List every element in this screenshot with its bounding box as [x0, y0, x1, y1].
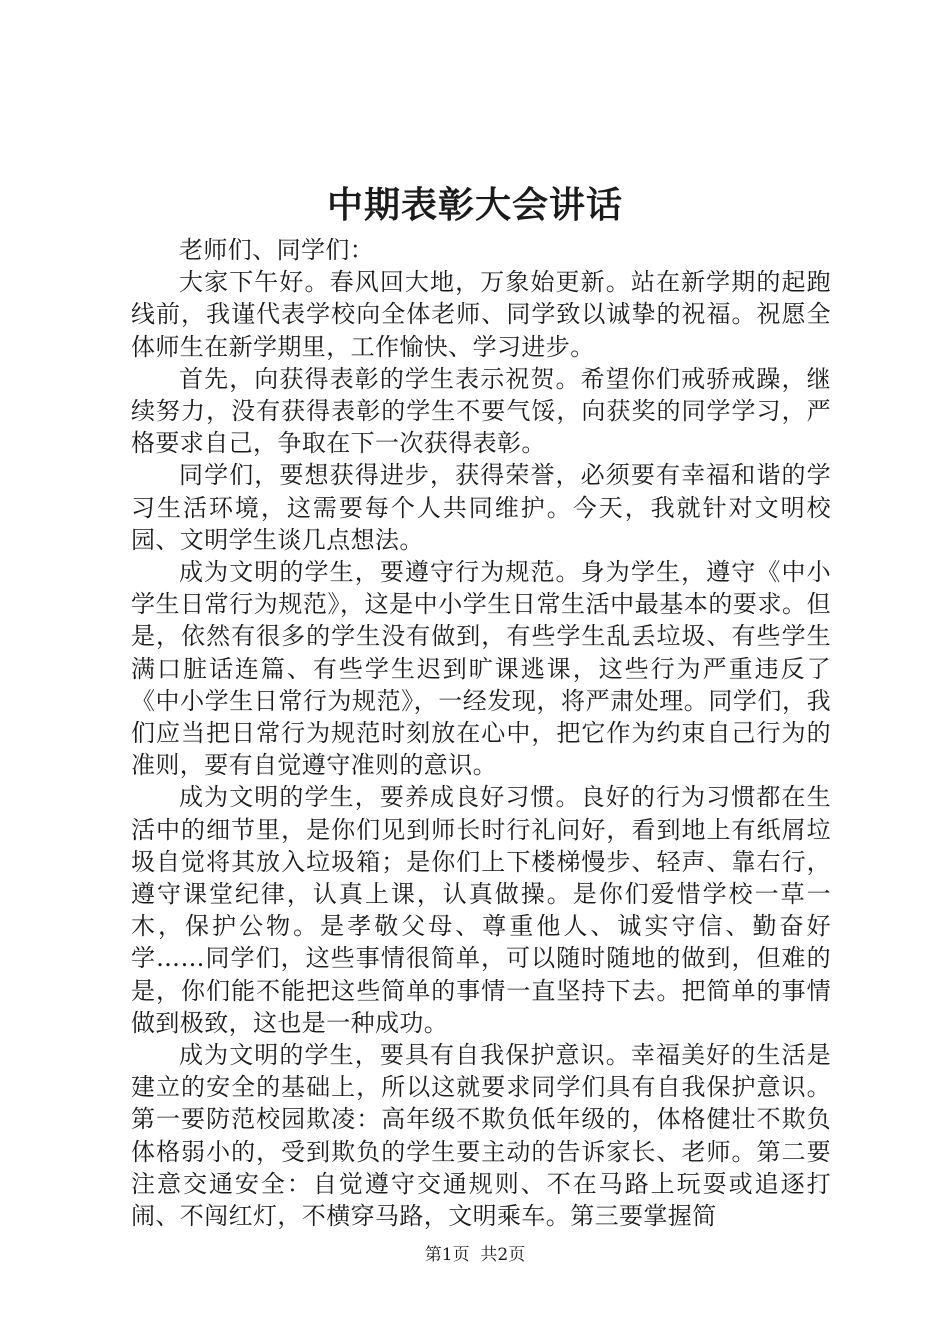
body-paragraph: 同学们，要想获得进步，获得荣誉，必须要有幸福和谐的学习生活环境，这需要每个人共同维护。今天，我就针对文明校园、文明学生谈几点想法。 [131, 461, 831, 554]
document-body [131, 234, 831, 1232]
page-footer [0, 1243, 950, 1267]
body-paragraph: 成为文明的学生，要遵守行为规范。身为学生，遵守《中小学生日常行为规范》，这是中小学生日常生活中最基本的要求。但是，依然有很多的学生没有做到，有些学生乱丢垃圾、有些学生满口脏话连篇、有些学生迟到旷课逃课，这些行为严重违反了《中小学生日常行为规范》，一经发现，将严肃处理。同学们，我们应当把日常行为规范时刻放在心中，把它作为约束自己行为的准则，要有自觉遵守准则的意识。 [131, 558, 831, 780]
total-pages: 共2页 [480, 1245, 526, 1265]
body-paragraph: 首先，向获得表彰的学生表示祝贺。希望你们戒骄戒躁，继续努力，没有获得表彰的学生不要气馁，向获奖的同学学习，严格要求自己，争取在下一次获得表彰。 [131, 364, 831, 458]
salutation-paragraph: 老师们、同学们： [179, 236, 375, 264]
body-paragraph: 大家下午好。春风回大地，万象始更新。站在新学期的起跑线前，我谨代表学校向全体老师、同学致以诚挚的祝福。祝愿全体师生在新学期里，工作愉快、学习进步。 [131, 268, 831, 361]
body-paragraph: 成为文明的学生，要养成良好习惯。良好的行为习惯都在生活中的细节里，是你们见到师长时行礼问好，看到地上有纸屑垃圾自觉将其放入垃圾箱；是你们上下楼梯慢步、轻声、靠右行，遵守课堂纪律，认真上课，认真做操。是你们爱惜学校一草一木，保护公物。是孝敬父母、尊重他人、诚实守信、勤奋好学……同学们，这些事情很简单，可以随时随地的做到，但难的是，你们能不能把这些简单的事情一直坚持下去。把简单的事情做到极致，这也是一种成功。 [131, 783, 831, 1037]
body-paragraph: 成为文明的学生，要具有自我保护意识。幸福美好的生活是建立的安全的基础上，所以这就要求同学们具有自我保护意识。第一要防范校园欺凌：高年级不欺负低年级的，体格健壮不欺负体格弱小的，受到欺负的学生要主动的告诉家长、老师。第二要注意交通安全：自觉遵守交通规则、不在马路上玩耍或追逐打闹、不闯红灯，不横穿马路，文明乘车。第三要掌握简 [131, 1041, 831, 1231]
page-number: 第1页 [424, 1245, 470, 1265]
document-title: 中期表彰大会讲话 [326, 184, 623, 226]
footer-separator [470, 1245, 481, 1265]
